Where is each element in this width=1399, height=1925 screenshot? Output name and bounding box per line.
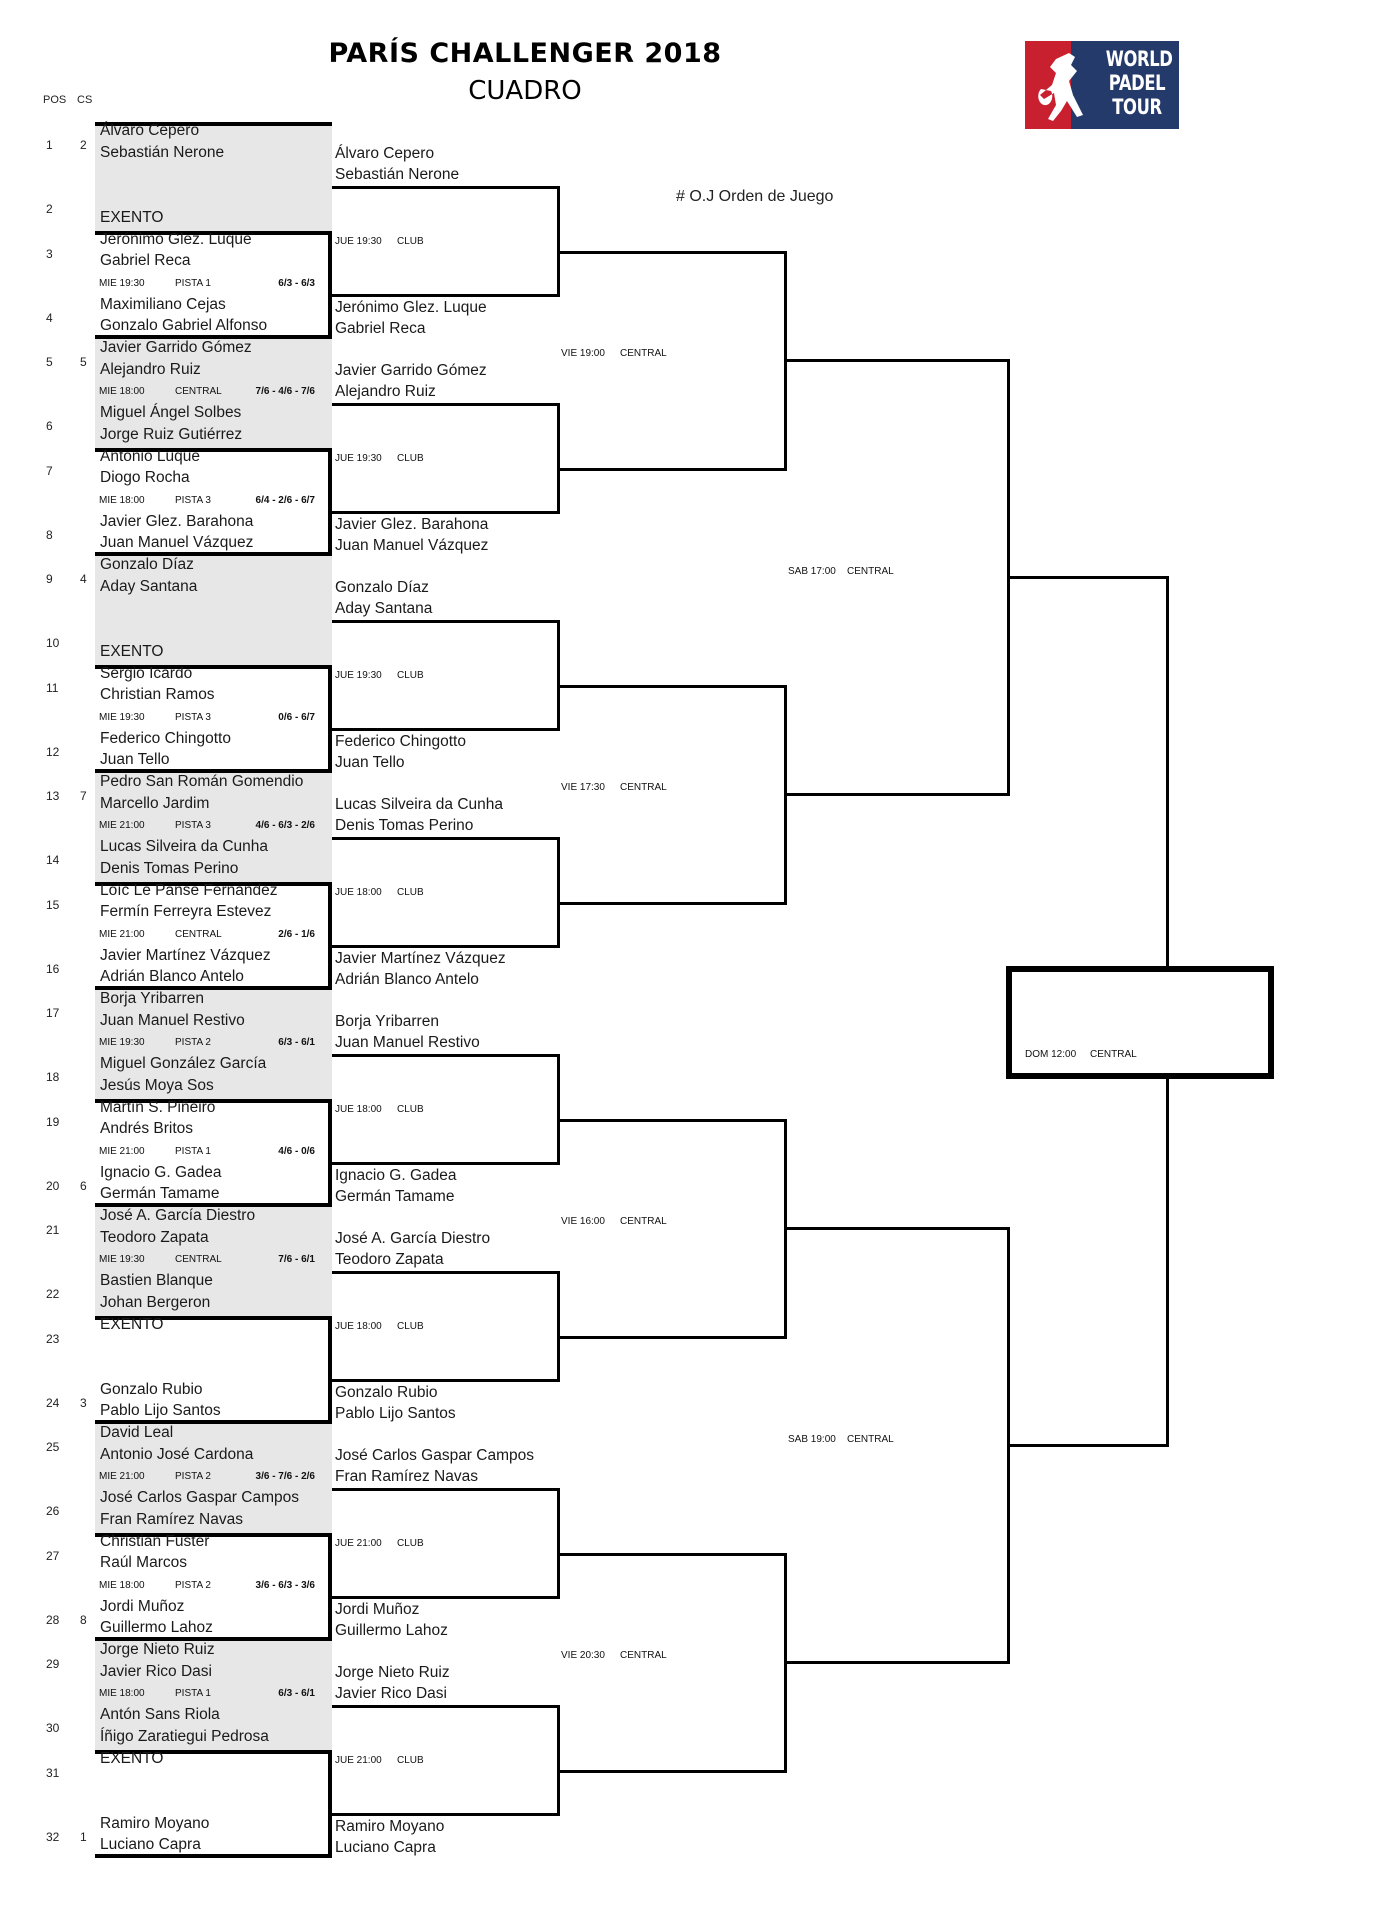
seed-number: 6: [80, 1178, 87, 1193]
match-score: 4/6 - 6/3 - 2/6: [255, 820, 315, 832]
player-name: Javier Garrido Gómez: [100, 339, 252, 356]
player-name: Juan Tello: [335, 754, 405, 772]
match-score: 0/6 - 6/7: [278, 711, 315, 723]
match-court: PISTA 3: [175, 820, 211, 832]
player-name: Marcello Jardim: [100, 794, 210, 812]
match-time: MIE 19:30: [99, 1254, 145, 1266]
player-name: Christian Ramos: [100, 686, 215, 704]
player-name: Johan Bergeron: [100, 1293, 211, 1311]
round3-bracket-top: [558, 251, 787, 254]
player-name: Germán Tamame: [335, 1188, 455, 1206]
player-name: Aday Santana: [335, 600, 433, 618]
match-score: 3/6 - 6/3 - 3/6: [255, 1579, 315, 1591]
match-time: MIE 21:00: [99, 1471, 145, 1483]
final-bracket-bottom: [1008, 1444, 1169, 1447]
position-number: 17: [46, 1006, 60, 1020]
match-time: VIE 16:00: [561, 1215, 605, 1227]
match-court: CLUB: [397, 1320, 424, 1332]
player-name: Gonzalo Gabriel Alfonso: [100, 317, 268, 335]
semifinal-bracket-top: [785, 1227, 1010, 1230]
match-court: CLUB: [397, 669, 424, 681]
round3-bracket-bottom: [558, 468, 787, 471]
match-time: MIE 21:00: [99, 1145, 145, 1157]
player-name: Jesús Moya Sos: [100, 1076, 214, 1094]
player-name: Juan Manuel Vázquez: [100, 534, 254, 552]
player-name: Javier Garrido Gómez: [335, 361, 487, 379]
player-name: Lucas Silveira da Cunha: [100, 838, 269, 856]
match-time: MIE 18:00: [99, 1579, 145, 1591]
order-of-play-note: # O.J Orden de Juego: [676, 188, 834, 205]
player-name: Denis Tomas Perino: [335, 817, 474, 835]
final-match-box[interactable]: [1006, 966, 1274, 1079]
player-name: Adrián Blanco Antelo: [100, 968, 244, 986]
match-time: MIE 18:00: [99, 1688, 145, 1700]
player-name: Maximiliano Cejas: [100, 295, 226, 313]
player-name: Bastien Blanque: [100, 1272, 213, 1290]
world-padel-tour-logo: [1025, 41, 1179, 129]
seed-number: 3: [80, 1395, 87, 1410]
match-score: 6/3 - 6/3: [278, 277, 315, 289]
match-time: SAB 17:00: [788, 565, 836, 577]
player-name: Ramiro Moyano: [335, 1817, 445, 1835]
match-score: 6/4 - 2/6 - 6/7: [255, 494, 315, 506]
match-court: CLUB: [397, 1537, 424, 1549]
player-name: Javier Martínez Vázquez: [100, 946, 271, 964]
player-name: Alejandro Ruiz: [335, 383, 436, 401]
player-name: Ramiro Moyano: [100, 1814, 210, 1832]
position-number: 20: [46, 1178, 60, 1193]
position-number: 21: [46, 1223, 60, 1237]
match-court: CENTRAL: [620, 781, 667, 793]
match-time: JUE 21:00: [335, 1754, 382, 1766]
round3-bracket-top: [558, 685, 787, 688]
draw-subtitle: CUADRO: [468, 76, 582, 106]
match-court: CLUB: [397, 1103, 424, 1115]
player-name: José A. García Diestro: [100, 1207, 256, 1224]
match-time: JUE 19:30: [335, 452, 382, 464]
player-name: Gabriel Reca: [100, 252, 191, 270]
bye-label: EXENTO: [100, 1749, 164, 1767]
seed-number: 8: [80, 1612, 87, 1627]
match-score: 3/6 - 7/6 - 2/6: [255, 1471, 315, 1483]
player-name: Miguel González García: [100, 1055, 267, 1073]
match-court: PISTA 2: [175, 1471, 211, 1483]
position-number: 11: [46, 680, 59, 695]
player-name: Jordi Muñoz: [100, 1597, 185, 1615]
player-name: Gonzalo Rubio: [100, 1380, 203, 1398]
match-time: MIE 21:00: [99, 928, 145, 940]
player-name: Loïc Le Panse Fernandez: [100, 881, 278, 899]
match-time: MIE 21:00: [99, 820, 145, 832]
match-score: 6/3 - 6/1: [278, 1688, 315, 1700]
match-court: PISTA 3: [175, 494, 211, 506]
player-name: Juan Manuel Vázquez: [335, 537, 489, 555]
player-name: Antonio Luque: [100, 447, 200, 465]
player-name: Sergio Icardo: [100, 664, 193, 682]
player-name: Denis Tomas Perino: [100, 859, 239, 877]
match-time: MIE 19:30: [99, 711, 145, 723]
seed-column-header: CS: [77, 94, 93, 106]
position-number: 6: [46, 419, 53, 433]
match-time: JUE 19:30: [335, 235, 382, 247]
position-number: 15: [46, 897, 60, 912]
player-name: Luciano Capra: [335, 1839, 436, 1857]
player-name: Federico Chingotto: [100, 729, 231, 747]
match-score: 6/3 - 6/1: [278, 1037, 315, 1049]
player-name: Javier Rico Dasi: [100, 1662, 212, 1680]
match-court: PISTA 1: [175, 1145, 211, 1157]
match-court: CLUB: [397, 886, 424, 898]
seed-number: 1: [80, 1829, 87, 1844]
match-time: MIE 19:30: [99, 277, 145, 289]
bye-label: EXENTO: [100, 208, 164, 226]
player-name: Martín S. Piñeiro: [100, 1098, 216, 1116]
player-name: Gonzalo Díaz: [335, 578, 429, 596]
final-match-time: DOM 12:00: [1025, 1049, 1077, 1060]
player-name: Fran Ramírez Navas: [100, 1510, 243, 1528]
match-time: VIE 17:30: [561, 781, 605, 793]
player-name: Miguel Ángel Solbes: [100, 404, 242, 422]
player-name: David Leal: [100, 1424, 174, 1441]
position-number: 14: [46, 853, 60, 867]
match-court: PISTA 1: [175, 277, 211, 289]
player-name: Juan Manuel Restivo: [335, 1034, 480, 1052]
position-number: 19: [46, 1114, 60, 1129]
player-name: Fran Ramírez Navas: [335, 1468, 478, 1486]
player-name: Gabriel Reca: [335, 320, 426, 338]
player-name: Íñigo Zaratiegui Pedrosa: [100, 1727, 269, 1745]
player-name: Javier Rico Dasi: [335, 1685, 447, 1703]
player-name: Jerónimo Glez. Luque: [100, 230, 252, 248]
match-score: 7/6 - 4/6 - 7/6: [255, 386, 315, 398]
player-name: Gonzalo Díaz: [100, 556, 194, 573]
position-number: 23: [46, 1331, 60, 1346]
pos-column-header: POS: [43, 94, 67, 106]
player-name: José Carlos Gaspar Campos: [100, 1489, 299, 1507]
match-court: CENTRAL: [175, 928, 222, 940]
tournament-title: PARÍS CHALLENGER 2018: [328, 38, 722, 69]
bye-label: EXENTO: [100, 1315, 164, 1333]
player-name: Juan Tello: [100, 751, 170, 769]
position-number: 30: [46, 1721, 60, 1735]
match-score: 7/6 - 6/1: [278, 1254, 315, 1266]
position-number: 3: [46, 246, 53, 261]
player-name: Antonio José Cardona: [100, 1445, 254, 1463]
match-court: CENTRAL: [620, 1649, 667, 1661]
match-score: 4/6 - 0/6: [278, 1145, 315, 1157]
player-name: Ignacio G. Gadea: [100, 1163, 222, 1181]
seed-number: 7: [80, 789, 87, 803]
player-name: José Carlos Gaspar Campos: [335, 1446, 534, 1464]
position-number: 10: [46, 636, 60, 650]
round2-bracket-side: [557, 620, 560, 732]
match-court: CLUB: [397, 452, 424, 464]
player-name: Gonzalo Rubio: [335, 1383, 438, 1401]
seed-number: 5: [80, 355, 87, 369]
round3-bracket-top: [558, 1119, 787, 1122]
player-name: José A. García Diestro: [335, 1229, 491, 1247]
player-name: Teodoro Zapata: [100, 1228, 209, 1246]
round3-bracket-bottom: [558, 902, 787, 905]
player-name: Juan Manuel Restivo: [100, 1011, 245, 1029]
match-time: JUE 18:00: [335, 1320, 382, 1332]
player-name: Aday Santana: [100, 577, 198, 595]
match-time: JUE 21:00: [335, 1537, 382, 1549]
position-number: 26: [46, 1504, 60, 1518]
player-name: Fermín Ferreyra Estevez: [100, 903, 272, 921]
match-court: CENTRAL: [620, 347, 667, 359]
player-name: Teodoro Zapata: [335, 1251, 444, 1269]
match-time: JUE 18:00: [335, 1103, 382, 1115]
player-name: Borja Yribarren: [100, 990, 204, 1007]
player-name: Jerónimo Glez. Luque: [335, 298, 487, 316]
semifinal-bracket-bottom: [785, 1661, 1010, 1664]
semifinal-bracket-top: [785, 359, 1010, 362]
match-time: MIE 18:00: [99, 494, 145, 506]
player-name: Antón Sans Riola: [100, 1706, 220, 1724]
match-court: CENTRAL: [847, 1433, 894, 1445]
match-court: PISTA 2: [175, 1579, 211, 1591]
round2-bracket-side: [557, 837, 560, 949]
player-name: Luciano Capra: [100, 1836, 201, 1854]
position-number: 31: [46, 1765, 60, 1780]
position-number: 18: [46, 1070, 60, 1084]
match-time: SAB 19:00: [788, 1433, 836, 1445]
player-name: Jorge Nieto Ruiz: [100, 1641, 215, 1658]
player-name: Alejandro Ruiz: [100, 360, 201, 378]
semifinal-bracket-bottom: [785, 793, 1010, 796]
player-name: Andrés Britos: [100, 1120, 194, 1138]
position-number: 2: [46, 202, 53, 216]
match-time: JUE 19:30: [335, 669, 382, 681]
player-name: Sebastián Nerone: [100, 143, 225, 161]
match-court: CENTRAL: [847, 565, 894, 577]
round3-bracket-bottom: [558, 1770, 787, 1773]
player-name: Jordi Muñoz: [335, 1600, 420, 1618]
player-name: Álvaro Cepero: [335, 144, 435, 162]
match-time: VIE 19:00: [561, 347, 605, 359]
player-name: Jorge Ruiz Gutiérrez: [100, 425, 243, 443]
player-name: Guillermo Lahoz: [335, 1622, 448, 1640]
position-number: 32: [46, 1829, 60, 1844]
round2-bracket-side: [557, 1705, 560, 1817]
match-court: CLUB: [397, 1754, 424, 1766]
position-number: 9: [46, 572, 53, 586]
round3-bracket-bottom: [558, 1336, 787, 1339]
position-number: 8: [46, 527, 53, 542]
match-time: VIE 20:30: [561, 1649, 605, 1661]
player-name: Diogo Rocha: [100, 469, 190, 487]
player-name: Jorge Nieto Ruiz: [335, 1663, 450, 1681]
player-name: Javier Glez. Barahona: [100, 512, 254, 530]
round2-bracket-side: [557, 403, 560, 515]
player-name: Christian Fuster: [100, 1532, 210, 1550]
seed-number: 2: [80, 138, 87, 152]
match-court: CENTRAL: [175, 1254, 222, 1266]
position-number: 28: [46, 1612, 60, 1627]
match-time: JUE 18:00: [335, 886, 382, 898]
round2-bracket-side: [557, 186, 560, 298]
match-time: MIE 18:00: [99, 386, 145, 398]
position-number: 24: [46, 1395, 60, 1410]
match-court: CLUB: [397, 235, 424, 247]
match-court: PISTA 1: [175, 1688, 211, 1700]
position-number: 16: [46, 961, 60, 976]
player-name: Lucas Silveira da Cunha: [335, 795, 504, 813]
bye-label: EXENTO: [100, 642, 164, 660]
position-number: 7: [46, 463, 53, 478]
player-name: Álvaro Cepero: [100, 122, 200, 139]
round2-bracket-side: [557, 1271, 560, 1383]
round2-bracket-side: [557, 1488, 560, 1600]
player-name: Pablo Lijo Santos: [335, 1405, 456, 1423]
position-number: 27: [46, 1548, 60, 1563]
position-number: 12: [46, 744, 60, 759]
round3-bracket-top: [558, 1553, 787, 1556]
position-number: 13: [46, 789, 60, 803]
player-name: Ignacio G. Gadea: [335, 1166, 457, 1184]
position-number: 5: [46, 355, 53, 369]
match-court: PISTA 3: [175, 711, 211, 723]
final-bracket-top: [1008, 576, 1169, 579]
player-name: Sebastián Nerone: [335, 166, 460, 184]
position-number: 4: [46, 310, 53, 325]
match-court: CENTRAL: [620, 1215, 667, 1227]
player-name: Adrián Blanco Antelo: [335, 971, 479, 989]
match-time: MIE 19:30: [99, 1037, 145, 1049]
final-match-court: CENTRAL: [1090, 1049, 1137, 1060]
player-name: Javier Martínez Vázquez: [335, 949, 506, 967]
player-name: Javier Glez. Barahona: [335, 515, 489, 533]
player-name: Federico Chingotto: [335, 732, 466, 750]
padel-player-icon: [1035, 49, 1095, 123]
match-court: PISTA 2: [175, 1037, 211, 1049]
position-number: 25: [46, 1440, 60, 1454]
match-court: CENTRAL: [175, 386, 222, 398]
position-number: 29: [46, 1657, 60, 1671]
player-name: Borja Yribarren: [335, 1012, 439, 1030]
seed-number: 4: [80, 572, 87, 586]
position-number: 1: [46, 138, 53, 152]
position-number: 22: [46, 1287, 60, 1301]
logo-text: WORLD PADEL TOUR: [1105, 47, 1173, 119]
player-name: Pablo Lijo Santos: [100, 1402, 221, 1420]
player-name: Raúl Marcos: [100, 1554, 187, 1572]
player-name: Pedro San Román Gomendio: [100, 773, 304, 790]
match-score: 2/6 - 1/6: [278, 928, 315, 940]
player-name: Guillermo Lahoz: [100, 1619, 213, 1637]
round2-bracket-side: [557, 1054, 560, 1166]
player-name: Germán Tamame: [100, 1185, 220, 1203]
